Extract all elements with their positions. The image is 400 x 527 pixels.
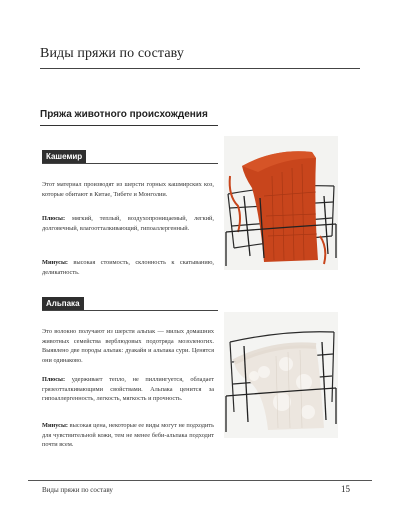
cashmere-divider (42, 163, 218, 164)
alpaca-divider (42, 310, 218, 311)
cashmere-cons (42, 258, 214, 277)
cashmere-cons-label: Минусы: (42, 259, 68, 266)
cashmere-cons-text: высокая стоимость, склонность к скатыванию, деликатность. (42, 259, 215, 276)
alpaca-cons (42, 421, 214, 450)
cashmere-pros (42, 214, 214, 233)
alpaca-intro: Это волокно получают из шерсти альпак — милых домашних животных семейства верблюдовых подотряда мозоленогих. Выявлено две породы альпак: дуакайя и альпака сури. Ценятся они одинаково. (42, 328, 214, 364)
alpaca-cons-label: Минусы: (42, 422, 68, 429)
footer-section-title: Виды пряжи по составу (42, 486, 113, 494)
cashmere-tag: Кашемир (42, 150, 86, 163)
alpaca-tag: Альпака (42, 297, 84, 310)
section-divider (40, 125, 218, 126)
cashmere-intro: Этот материал производят из шерсти горных кашмирских коз, которые обитают в Китае, Тибете и Монголии. (42, 181, 214, 198)
alpaca-knit-photo (224, 312, 338, 438)
title-divider (40, 68, 360, 69)
cashmere-knit-photo (224, 136, 338, 270)
footer-divider (28, 480, 372, 481)
alpaca-pros-text: удерживает тепло, не пиллингуется, обладает грязеотталкивающими свойствами. Альпака ценится за гипоаллергенность, легкость, мягкость и прочность. (42, 376, 215, 403)
alpaca-pros (42, 375, 214, 404)
cashmere-pros-text: мягкий, теплый, воздухопроницаемый, легкий, долговечный, влагоотталкивающий, гипоаллергенный. (42, 215, 215, 232)
alpaca-pros-label: Плюсы: (42, 376, 66, 383)
page-title: Виды пряжи по составу (40, 46, 184, 61)
section-title: Пряжа животного происхождения (40, 109, 208, 120)
page-number: 15 (341, 484, 350, 494)
cashmere-pros-label: Плюсы: (42, 215, 66, 222)
alpaca-cons-text: высокая цена, некоторые ее виды могут не подходить для чувствительной кожи, тем не менее беби-альпака подходит почти всем. (42, 422, 214, 449)
